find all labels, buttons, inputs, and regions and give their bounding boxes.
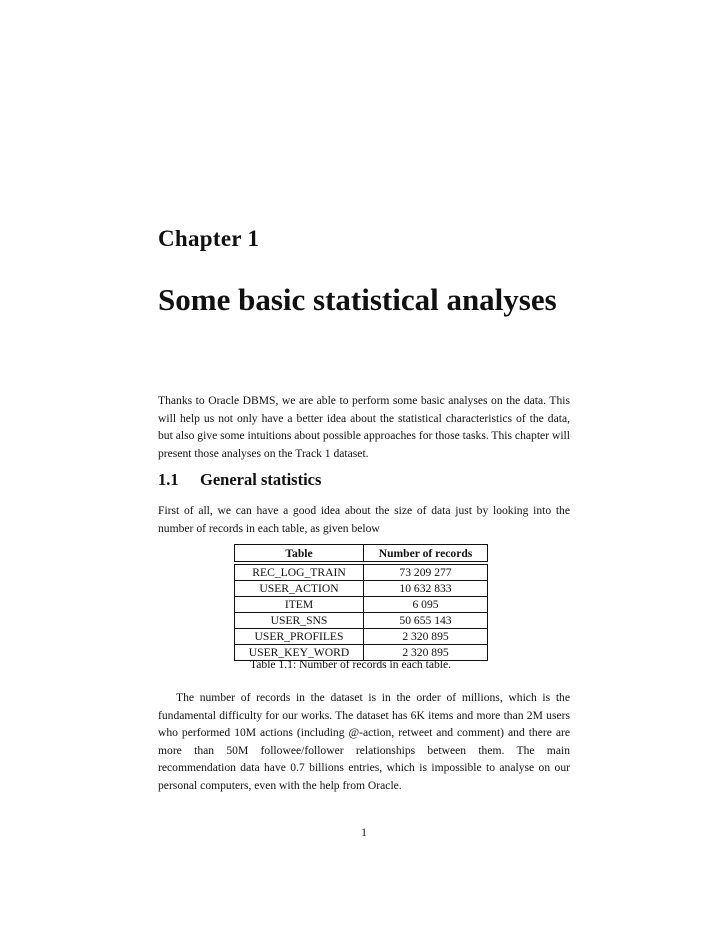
table-row (234, 629, 488, 645)
intro-paragraph: Thanks to Oracle DBMS, we are able to perform some basic analyses on the data. This will help us not only have a better idea about the statistical characteristics of the data, but also give some intuitions about possible approaches for those tasks. This chapter will present those analyses on the Track 1 dataset. (158, 394, 570, 460)
section-lead-paragraph: First of all, we can have a good idea about the size of data just by looking into the number of records in each table, as given below (158, 504, 570, 535)
table-row (234, 613, 488, 629)
table-cell: 6 095 (364, 597, 488, 613)
page-number: 1 (361, 826, 367, 839)
table-cell: USER_ACTION (234, 581, 364, 597)
table-cell: USER_SNS (234, 613, 364, 629)
table-cell: REC_LOG_TRAIN (234, 564, 364, 581)
section-title: General statistics (200, 470, 322, 489)
table-row (234, 564, 488, 581)
section-heading (158, 470, 321, 490)
table-cell: 2 320 895 (364, 629, 488, 645)
chapter-title: Some basic statistical analyses (158, 282, 557, 317)
table-cell: 10 632 833 (364, 581, 488, 597)
table-cell: USER_PROFILES (234, 629, 364, 645)
section-number: 1.1 (158, 470, 179, 489)
body-paragraph: The number of records in the dataset is in the order of millions, which is the fundamental difficulty for our works. The dataset has 6K items and more than 2M users who performed 10M actions (including @-action, retweet and comment) and there are more than 50M followee/follower relationships between them. The main recommendation data have 0.7 billions entries, which is impossible to analyse on our personal computers, even with the help from Oracle. (158, 691, 570, 792)
table-row (234, 597, 488, 613)
table-cell: ITEM (234, 597, 364, 613)
table-header-row (234, 544, 488, 562)
records-table (234, 544, 488, 661)
table-header-cell: Table (234, 544, 364, 562)
table-row (234, 581, 488, 597)
table-cell: 2 320 895 (364, 645, 488, 661)
table-cell: USER_KEY_WORD (234, 645, 364, 661)
chapter-label: Chapter 1 (158, 226, 260, 251)
table-header-cell: Number of records (364, 544, 488, 562)
table-cell: 73 209 277 (364, 564, 488, 581)
table-cell: 50 655 143 (364, 613, 488, 629)
table-caption: Table 1.1: Number of records in each table. (250, 658, 452, 671)
